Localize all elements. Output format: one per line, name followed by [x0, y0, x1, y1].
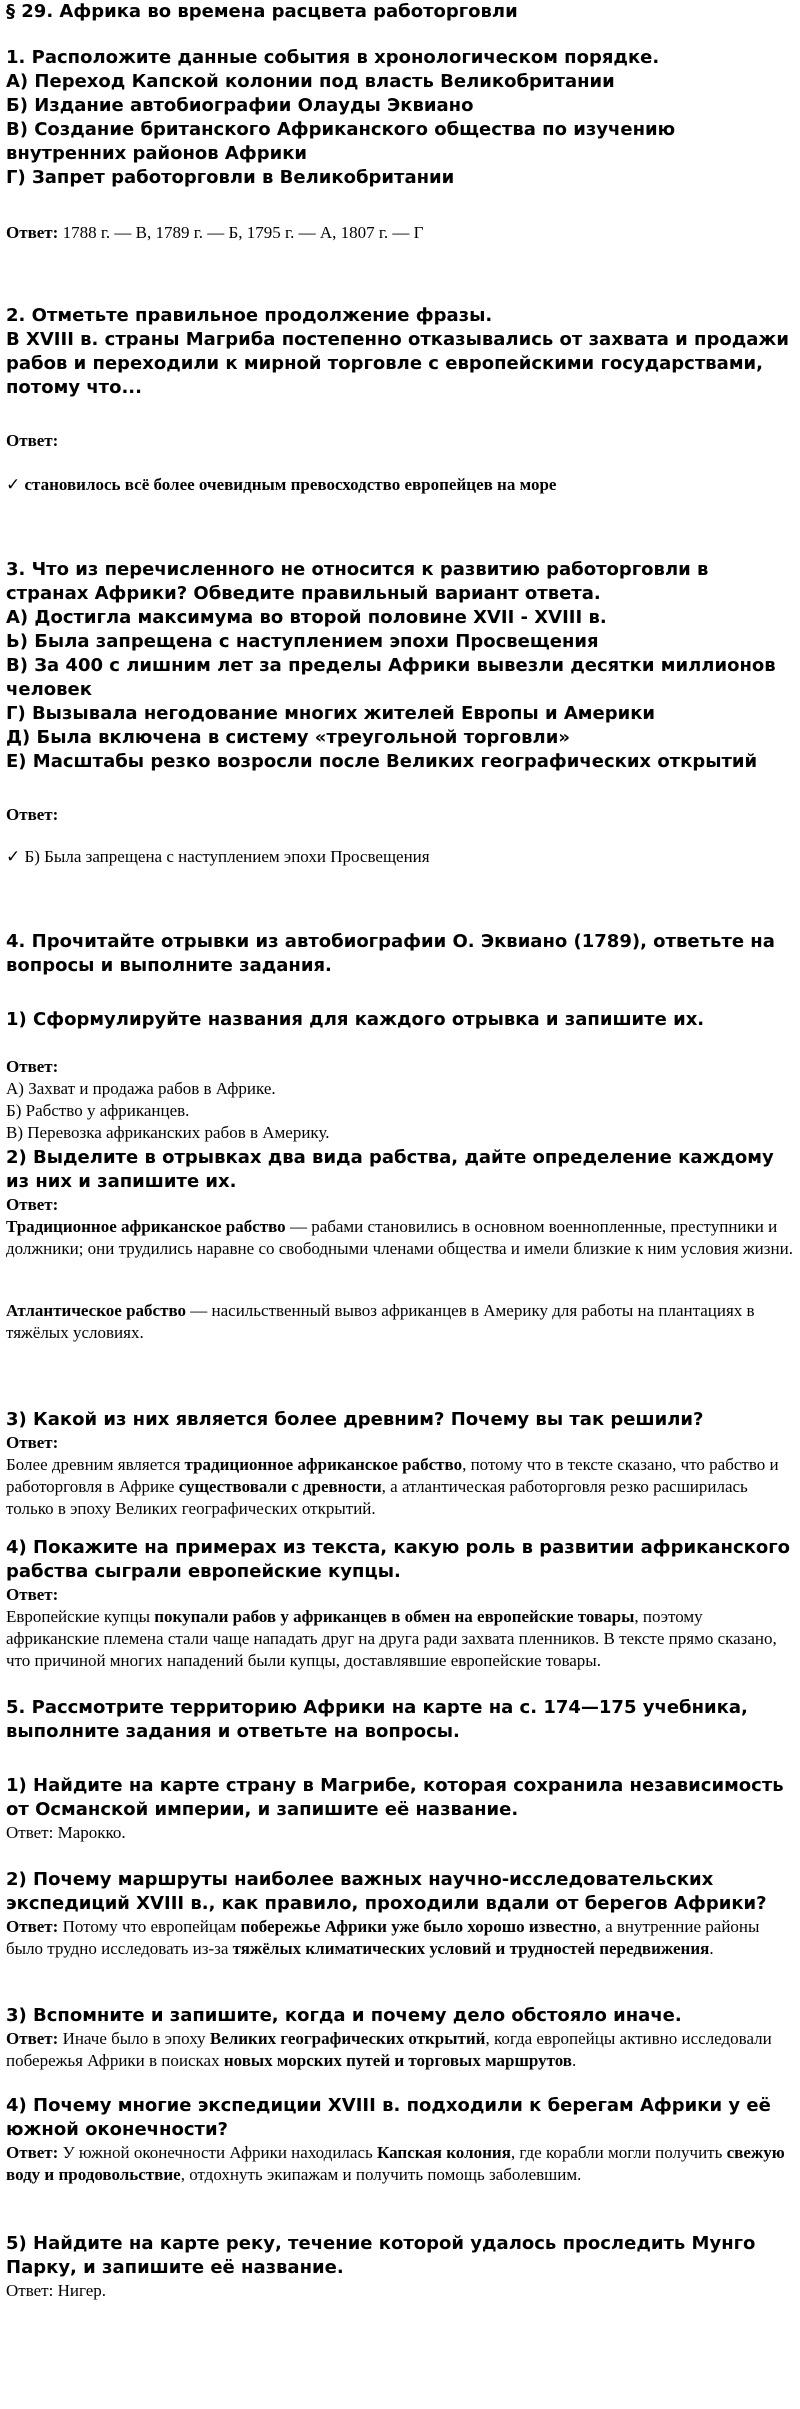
q3-option-f: Е) Масштабы резко возросли после Великих географических открытий	[6, 751, 758, 772]
q2-heading: 2. Отметьте правильное продолжение фразы.	[6, 305, 493, 326]
answer-emphasis: новых морских путей и торговых маршрутов	[223, 2051, 572, 2070]
answer-emphasis: Капская колония	[377, 2143, 511, 2162]
q4-sub4-heading: 4) Покажите на примерах из текста, какую роль в развитии африканского рабства сыграли европейские купцы.	[6, 1537, 790, 1582]
q1-option-d: Г) Запрет работорговли в Великобритании	[6, 167, 455, 188]
q3-option-d: Г) Вызывала негодование многих жителей Европы и Америки	[6, 703, 656, 724]
q1-answer	[6, 222, 794, 244]
q5-sub3-answer	[6, 2028, 794, 2072]
answer-text: У южной оконечности Африки находилась	[58, 2143, 378, 2162]
answer-text: Потому что европейцам	[58, 1917, 241, 1936]
answer-label: Ответ:	[6, 1585, 59, 1604]
q3-answer	[6, 846, 794, 868]
q3-option-e: Д) Была включена в систему «треугольной торговли»	[6, 727, 570, 748]
answer-text: , отдохнуть экипажам и получить помощь заболевшим.	[180, 2165, 582, 2184]
q4-sub1-line-c: В) Перевозка африканских рабов в Америку.	[6, 1123, 330, 1142]
answer-text: , поэтому африканские племена стали чаще нападать друг на друга ради захвата пленников. В тексте прямо сказано, что причиной многих нападений были купцы, доставлявшие европейские товары.	[6, 1607, 777, 1670]
q5-sub3-heading: 3) Вспомните и запишите, когда и почему дело обстояло иначе.	[6, 2005, 682, 2026]
q3-block	[6, 558, 794, 774]
answer-emphasis: побережье Африки уже было хорошо известно	[240, 1917, 597, 1936]
term-traditional-slavery: Традиционное африканское рабство	[6, 1217, 286, 1236]
q5-sub4-heading: 4) Почему многие экспедиции XVIII в. подходили к берегам Африки у её южной оконечности?	[6, 2095, 771, 2140]
q5-sub1-answer: Ответ: Марокко.	[6, 1823, 126, 1842]
q1-option-b: Б) Издание автобиографии Олауды Эквиано	[6, 95, 474, 116]
answer-text: , а атлантическая работорговля резко расширилась только в эпоху Великих географических открытий.	[6, 1477, 748, 1518]
q2-block	[6, 304, 794, 400]
q5-sub1-heading: 1) Найдите на карте страну в Магрибе, которая сохранила независимость от Османской империи, и запишите её название.	[6, 1775, 784, 1820]
q1-option-a: А) Переход Капской колонии под власть Великобритании	[6, 71, 615, 92]
q4-sub3-heading: 3) Какой из них является более древним? Почему вы так решили?	[6, 1409, 704, 1430]
q3-option-a: А) Достигла максимума во второй половине XVII - XVIII в.	[6, 607, 607, 628]
answer-label: Ответ:	[6, 1195, 59, 1214]
answer-emphasis: свежую воду и продовольствие	[6, 2143, 785, 2184]
q4-sub2-definition-1	[6, 1216, 794, 1260]
q4-sub1-line-a: А) Захват и продажа рабов в Африке.	[6, 1079, 276, 1098]
q4-sub4-answer	[6, 1606, 794, 1672]
answer-label: Ответ:	[6, 1433, 59, 1452]
q3-heading: 3. Что из перечисленного не относится к развитию работорговли в странах Африки? Обведите правильный вариант ответа.	[6, 559, 709, 604]
answer-label: Ответ:	[6, 431, 59, 450]
q5-heading: 5. Рассмотрите территорию Африки на карте на с. 174—175 учебника, выполните задания и ответьте на вопросы.	[6, 1697, 748, 1742]
q3-option-c: В) За 400 с лишним лет за пределы Африки вывезли десятки миллионов человек	[6, 655, 776, 700]
answer-text: , где корабли могли получить	[510, 2143, 727, 2162]
q3-answer-text: Б) Была запрещена с наступлением эпохи Просвещения	[24, 847, 430, 866]
q4-sub3-answer	[6, 1454, 794, 1520]
q2-answer	[6, 474, 794, 496]
answer-label: Ответ:	[6, 1057, 59, 1076]
answer-emphasis: покупали рабов у африканцев в обмен на европейские товары	[154, 1607, 635, 1626]
q5-sub5-heading: 5) Найдите на карте реку, течение которой удалось проследить Мунго Парку, и запишите её название.	[6, 2233, 756, 2278]
checkmark-icon: ✓	[6, 847, 21, 867]
answer-text: , когда европейцы активно исследовали побережья Африки в поисках	[6, 2029, 772, 2070]
q5-sub2-heading: 2) Почему маршруты наиболее важных научно-исследовательских экспедиций XVIII в., как правило, проходили вдали от берегов Африки?	[6, 1869, 767, 1914]
answer-emphasis: тяжёлых климатических условий и трудностей передвижения	[232, 1939, 710, 1958]
answer-label: Ответ:	[6, 223, 59, 242]
answer-text: Европейские купцы	[6, 1607, 155, 1626]
q5-sub5-answer: Ответ: Нигер.	[6, 2281, 106, 2300]
term-atlantic-slavery: Атлантическое рабство	[6, 1301, 187, 1320]
q3-option-b: Ь) Была запрещена с наступлением эпохи Просвещения	[6, 631, 599, 652]
answer-label: Ответ:	[6, 1917, 59, 1936]
q1-option-c: В) Создание британского Африканского общества по изучению внутренних районов Африки	[6, 119, 676, 164]
definition-text: — рабами становились в основном военнопленные, преступники и должники; они трудились наравне со свободными членами общества и имели близкие к ним условия жизни.	[6, 1217, 793, 1258]
q4-sub1-line-b: Б) Рабство у африканцев.	[6, 1101, 190, 1120]
q2-answer-text: становилось всё более очевидным превосходство европейцев на море	[24, 475, 557, 494]
q4-sub1-answer	[6, 1056, 794, 1144]
q1-block	[6, 46, 794, 190]
answer-emphasis: традиционное африканское рабство	[184, 1455, 463, 1474]
answer-text: .	[709, 1939, 714, 1958]
answer-label: Ответ:	[6, 805, 59, 824]
answer-text: Более древним является	[6, 1455, 185, 1474]
page-title: § 29. Африка во времена расцвета работорговли	[6, 1, 518, 22]
answer-label: Ответ:	[6, 2143, 59, 2162]
answer-emphasis: существовали с древности	[178, 1477, 382, 1496]
q5-sub2-answer	[6, 1916, 794, 1960]
q4-sub2-definition-2	[6, 1300, 794, 1344]
q4-heading: 4. Прочитайте отрывки из автобиографии О. Эквиано (1789), ответьте на вопросы и выполните задания.	[6, 931, 775, 976]
q5-sub4-answer	[6, 2142, 794, 2186]
q4-sub2-heading: 2) Выделите в отрывках два вида рабства, дайте определение каждому из них и запишите их.	[6, 1147, 774, 1192]
q1-heading: 1. Расположите данные события в хронологическом порядке.	[6, 47, 660, 68]
answer-text: , а внутренние районы было трудно исследовать из-за	[6, 1917, 760, 1958]
answer-text: .	[571, 2051, 577, 2070]
q4-sub1-heading: 1) Сформулируйте названия для каждого отрывка и запишите их.	[6, 1009, 705, 1030]
answer-text: , потому что в тексте сказано, что рабство и работорговля в Африке	[6, 1455, 779, 1496]
answer-emphasis: Великих географических открытий	[209, 2029, 486, 2048]
answer-label: Ответ:	[6, 2029, 59, 2048]
q1-answer-text: 1788 г. — В, 1789 г. — Б, 1795 г. — А, 1807 г. — Г	[62, 223, 424, 242]
definition-text: — насильственный вывоз африканцев в Америку для работы на плантациях в тяжёлых условиях.	[6, 1301, 755, 1342]
q2-text: В XVIII в. страны Магриба постепенно отказывались от захвата и продажи рабов и переходили к мирной торговле с европейскими государствами, потому что...	[6, 329, 789, 398]
answer-text: Иначе было в эпоху	[58, 2029, 210, 2048]
checkmark-icon: ✓	[6, 475, 21, 495]
